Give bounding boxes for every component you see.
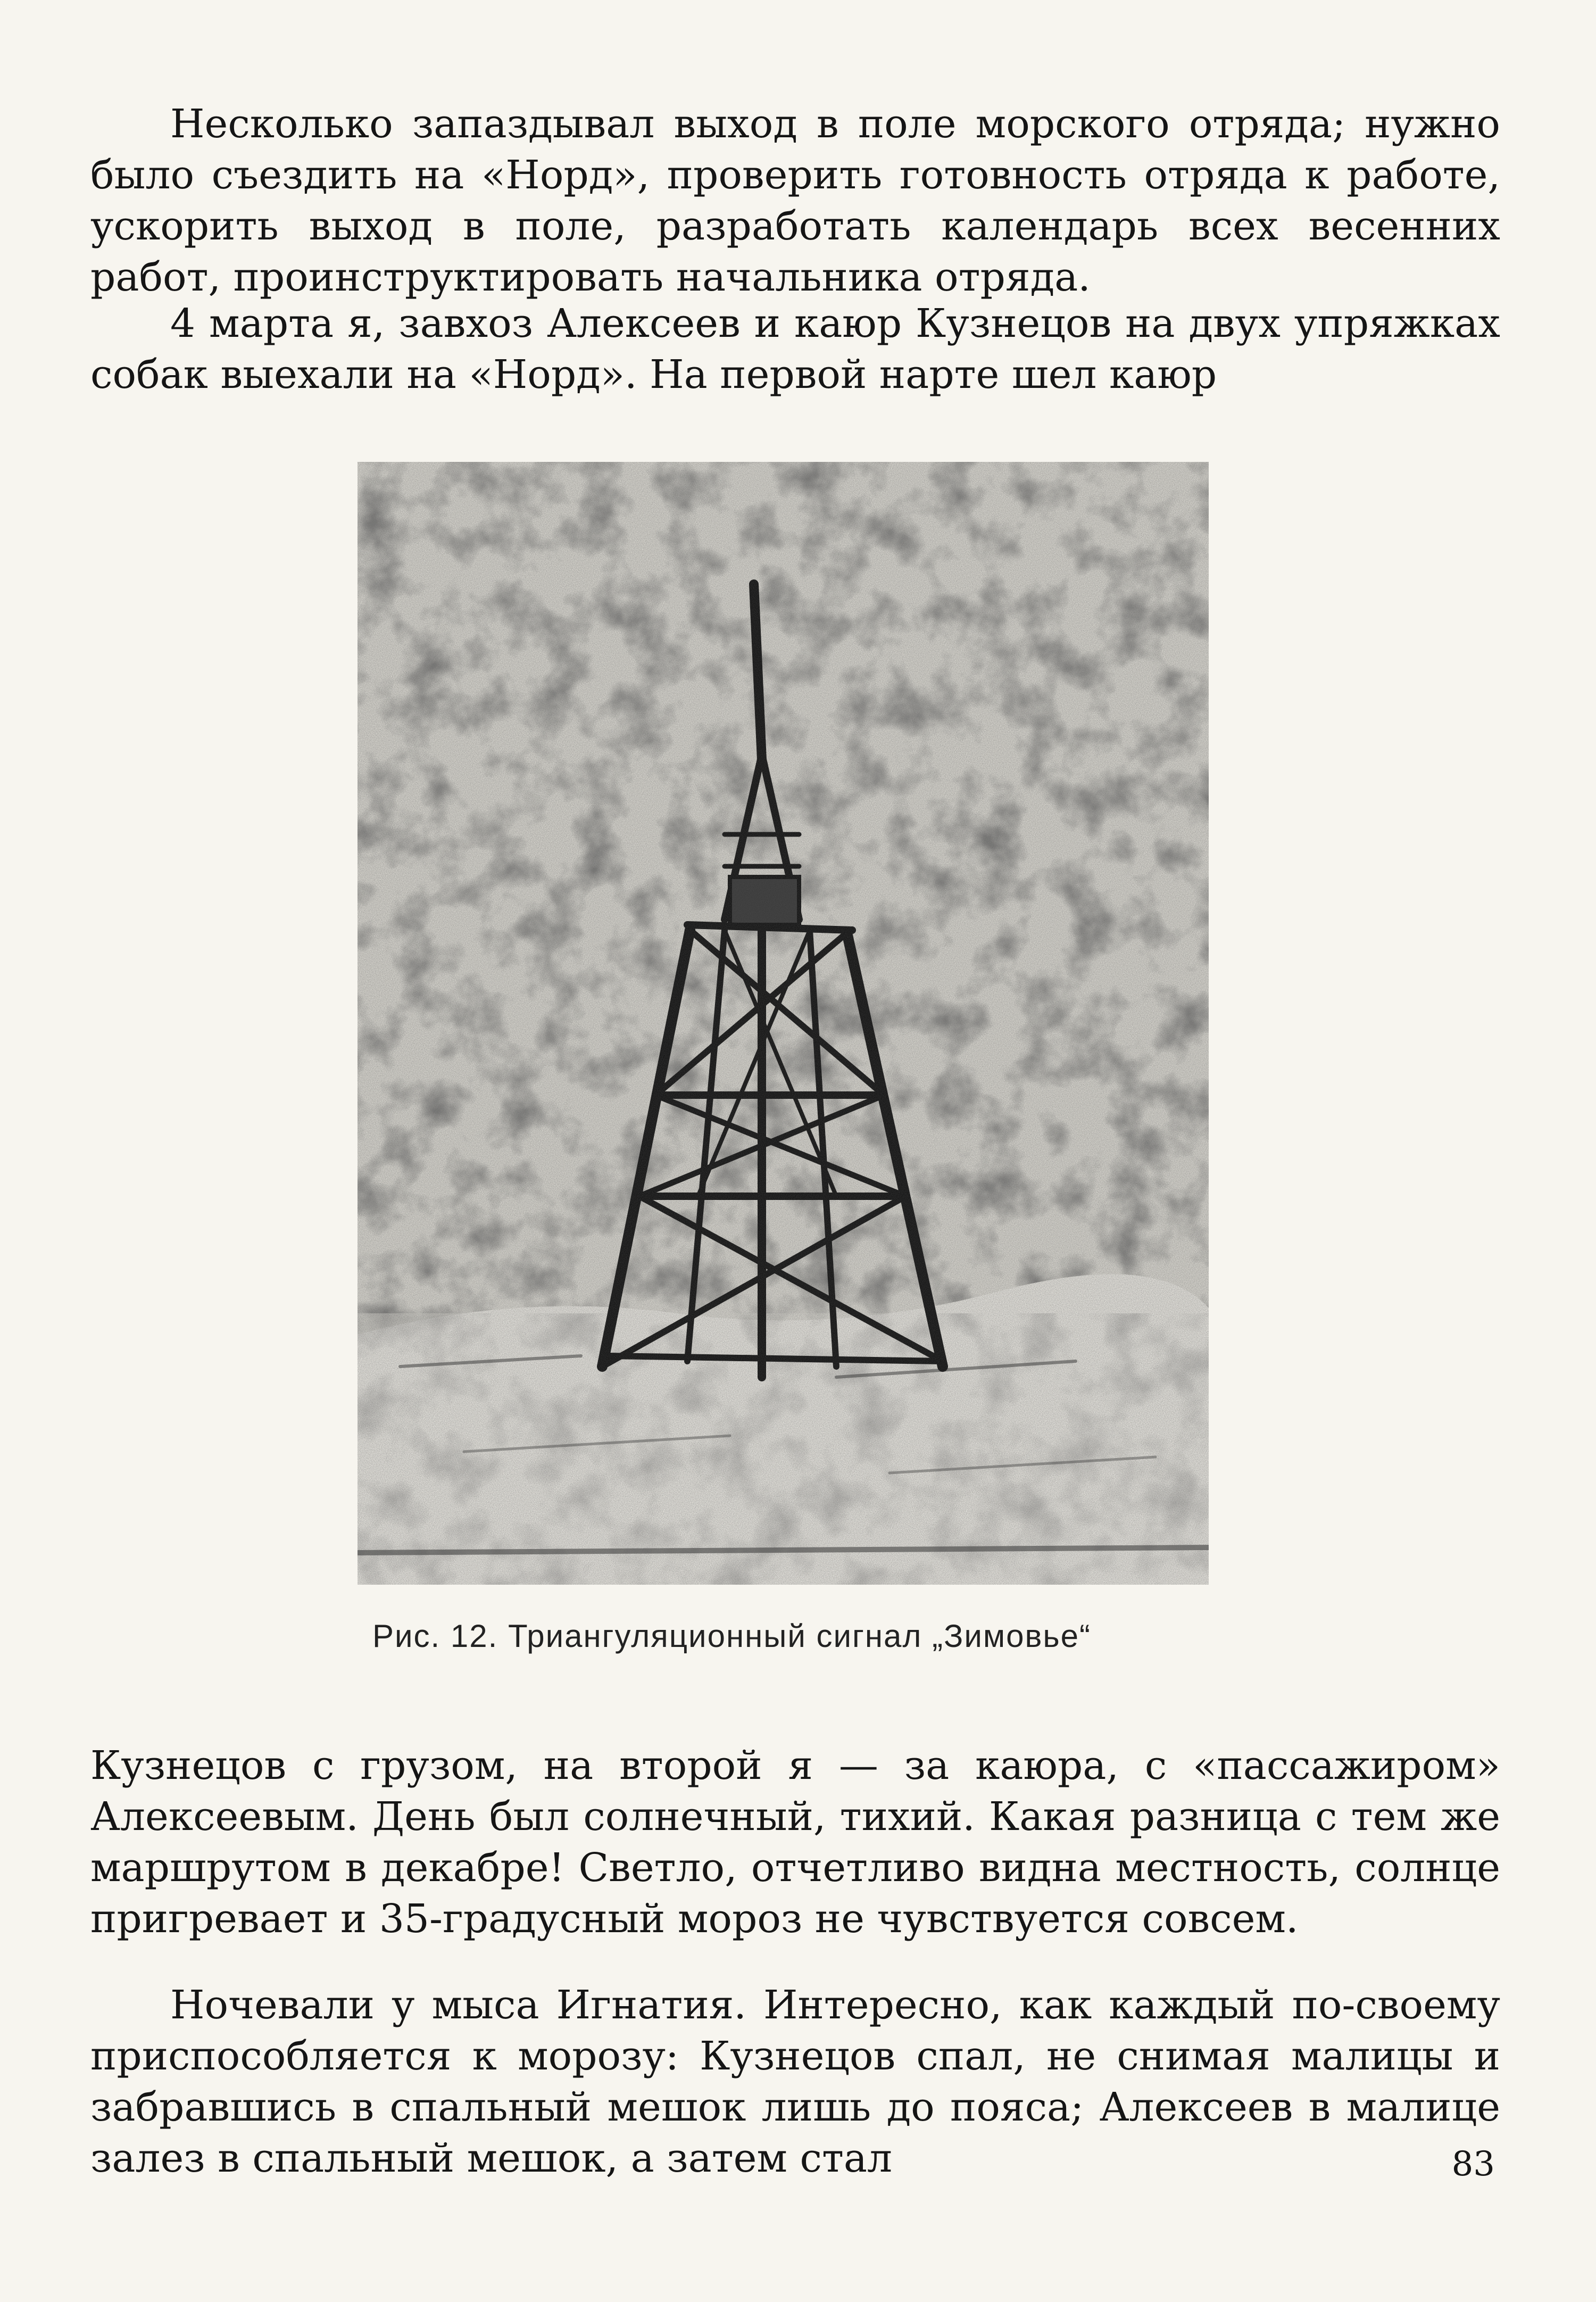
tower-photo-illustration bbox=[358, 462, 1209, 1585]
paragraph-4: Ночевали у мыса Игнатия. Интересно, как каждый по-своему приспособляется к морозу: Кузнецов спал, не снимая малицы и забравшись в спальный мешок лишь до пояса; Алексеев в малице залез в спальный мешок, а затем стал bbox=[90, 1982, 1500, 2181]
paragraph-3: Кузнецов с грузом, на второй я — за каюра, с «пассажиром» Алексеевым. День был солнечный, тихий. Какая разница с тем же маршрутом в декабре! Светло, отчетливо видна местность, солнце пригревает и 35-градусный мороз не чувствуется совсем. bbox=[90, 1743, 1500, 1942]
page-number: 83 bbox=[1451, 2144, 1495, 2184]
figure-photo-triangulation-signal bbox=[358, 462, 1209, 1585]
paragraph-2: 4 марта я, завхоз Алексеев и каюр Кузнецов на двух упряжках собак выехали на «Норд». На первой нарте шел каюр bbox=[90, 301, 1500, 398]
paragraph-1: Несколько запаздывал выход в поле морского отряда; нужно было съездить на «Норд», проверить готовность отряда к работе, ускорить выход в поле, разработать календарь всех весенних работ, проинструктировать начальника отряда. bbox=[90, 101, 1500, 300]
figure-caption: Рис. 12. Триангуляционный сигнал „Зимовье“ bbox=[372, 1618, 1091, 1654]
